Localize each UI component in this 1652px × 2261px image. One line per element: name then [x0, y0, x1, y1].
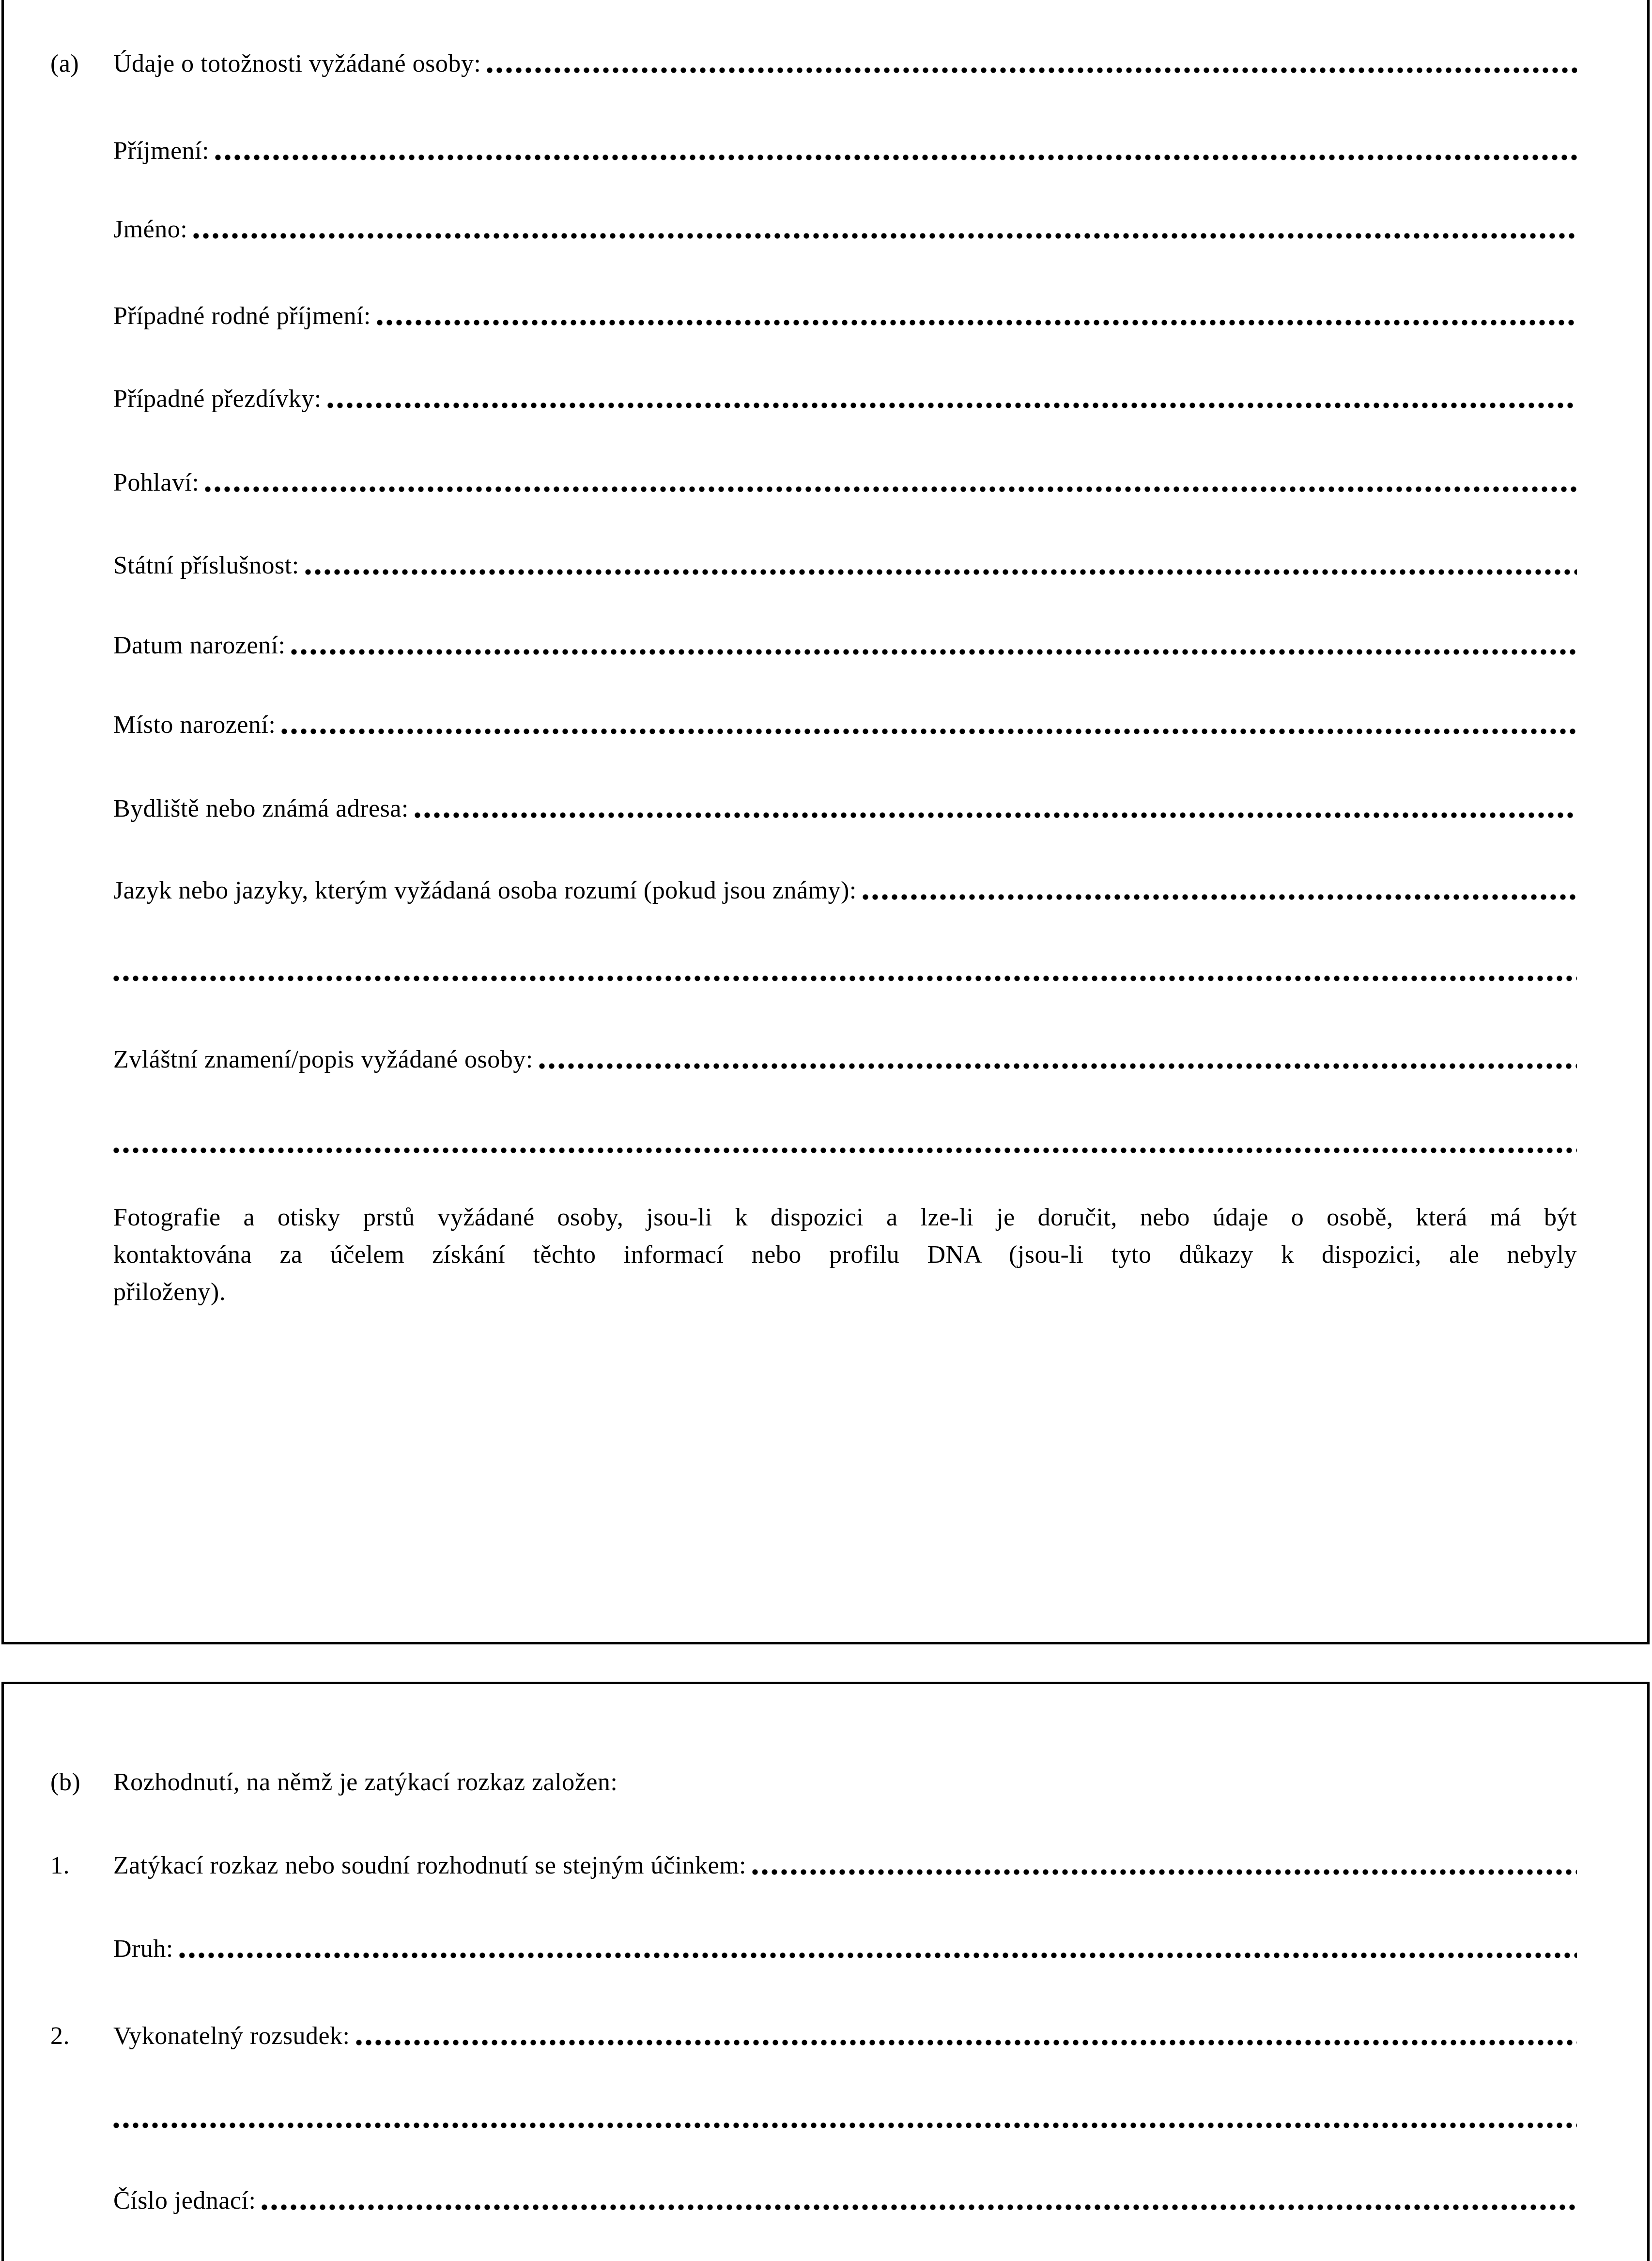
section-a-box [1, 0, 1650, 1644]
field-label-type: Druh: [113, 1935, 173, 1963]
dotted-fill-line [863, 894, 1577, 900]
field-label-arrest-warrant: Zatýkací rozkaz nebo soudní rozhodnutí se stejným účinkem: [113, 1852, 746, 1879]
field-row-sex [50, 469, 1577, 496]
field-row-languages [50, 877, 1577, 904]
dotted-fill-line [377, 320, 1577, 325]
field-label-enforceable-judgment: Vykonatelný rozsudek: [113, 2022, 350, 2050]
photo-fingerprints-note [113, 1199, 1577, 1311]
item-marker-a: (a) [50, 50, 79, 77]
item-number-1: 1. [50, 1852, 70, 1879]
note-line: kontaktována za účelem získání těchto informací nebo profilu DNA (jsou-li tyto důkazy k dispozici, ale nebyly [113, 1241, 1577, 1269]
field-label-aliases: Případné přezdívky: [113, 385, 322, 413]
field-row-reference-number [50, 2187, 1577, 2215]
dotted-fill-line [752, 1869, 1577, 1875]
dotted-fill-line [113, 976, 1577, 981]
field-row-enforceable-judgment [50, 2023, 1577, 2050]
section-b-title: Rozhodnutí, na němž je zatýkací rozkaz založen: [113, 1768, 618, 1796]
dotted-fill-line [305, 569, 1577, 575]
dotted-fill-line [113, 2122, 1577, 2128]
field-row-residence [50, 795, 1577, 822]
field-row-place-of-birth [50, 712, 1577, 739]
field-row-distinguishing-marks [50, 1046, 1577, 1073]
field-label-date-of-birth: Datum narození: [113, 632, 286, 659]
dotted-fill-line [415, 812, 1577, 818]
field-label-nationality: Státní příslušnost: [113, 552, 299, 579]
field-label-first-name: Jméno: [113, 216, 188, 243]
field-row-date-of-birth [50, 632, 1577, 659]
field-row-maiden-name [50, 303, 1577, 330]
field-row-type [50, 1936, 1577, 1963]
note-line: Fotografie a otisky prstů vyžádané osoby, jsou-li k dispozici a lze-li je doručit, nebo údaje o osobě, která má být [113, 1204, 1577, 1231]
section-b-box [1, 1682, 1650, 2261]
dotted-fill-line [262, 2204, 1577, 2210]
dotted-fill-line [327, 403, 1577, 408]
field-label-place-of-birth: Místo narození: [113, 711, 276, 739]
note-line: přiloženy). [113, 1278, 226, 1306]
field-row-first-name [50, 216, 1577, 243]
field-row-nationality [50, 552, 1577, 579]
dotted-fill-line [539, 1063, 1577, 1069]
field-label-languages: Jazyk nebo jazyky, kterým vyžádaná osoba rozumí (pokud jsou známy): [113, 877, 857, 904]
field-label-residence: Bydliště nebo známá adresa: [113, 795, 409, 822]
field-label-reference-number: Číslo jednací: [113, 2187, 256, 2215]
dotted-fill-line [215, 155, 1577, 160]
continuation-line-row [50, 1130, 1577, 1158]
section-a-title: Údaje o totožnosti vyžádané osoby: [113, 50, 481, 77]
continuation-line-row [50, 2106, 1577, 2133]
dotted-fill-line [291, 649, 1577, 655]
field-row-aliases [50, 386, 1577, 413]
dotted-fill-line [113, 1147, 1577, 1153]
section-b-header-row [50, 1769, 1577, 1796]
continuation-line-row [50, 959, 1577, 986]
dotted-fill-line [193, 233, 1577, 239]
field-row-surname [50, 138, 1577, 165]
dotted-fill-line [179, 1952, 1577, 1958]
item-marker-b: (b) [50, 1768, 81, 1796]
section-a-header-row [50, 50, 1577, 77]
dotted-fill-line [356, 2040, 1577, 2045]
item-number-2: 2. [50, 2022, 70, 2050]
dotted-fill-line [281, 728, 1577, 734]
field-label-distinguishing-marks: Zvláštní znamení/popis vyžádané osoby: [113, 1046, 533, 1073]
dotted-fill-line [205, 486, 1577, 492]
field-row-arrest-warrant [50, 1852, 1577, 1879]
field-label-surname: Příjmení: [113, 137, 210, 165]
field-label-maiden-name: Případné rodné příjmení: [113, 302, 371, 330]
field-label-sex: Pohlaví: [113, 469, 200, 496]
dotted-fill-line [487, 67, 1577, 73]
